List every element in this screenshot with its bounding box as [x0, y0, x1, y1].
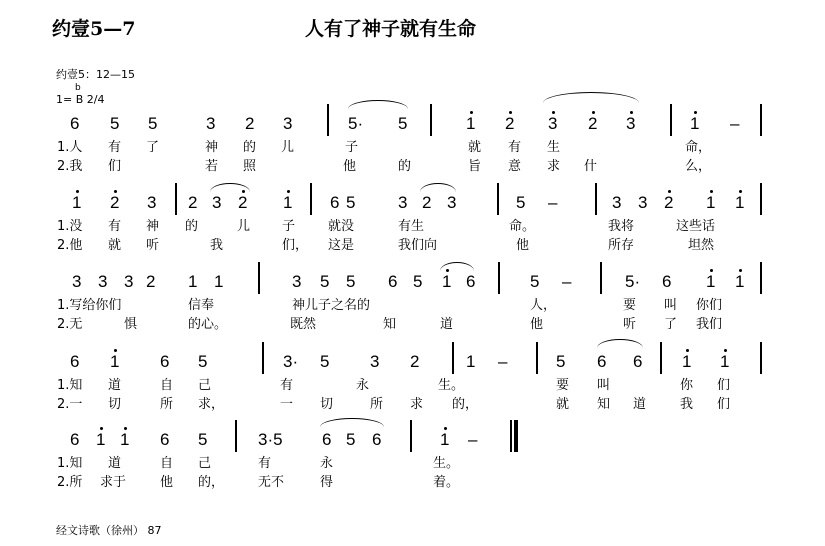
lyric-verse-1: 神 [205, 140, 219, 155]
lyric-verse-2: 听 [146, 238, 160, 253]
note: 3 [98, 272, 108, 291]
lyric-verse-1: 你们 [696, 298, 723, 313]
lyric-verse-1: 自 [160, 456, 174, 471]
bar-line [430, 104, 432, 136]
high-octave-dot [287, 190, 290, 193]
lyric-verse-2: 惧 [124, 317, 138, 332]
note: 5· [348, 114, 364, 133]
lyric-verse-2: 他 [530, 317, 544, 332]
note: 1 [682, 352, 692, 371]
note: 2 [188, 193, 198, 212]
lyric-verse-2: 所存 [608, 238, 635, 253]
lyric-verse-2: 的心。 [188, 317, 228, 332]
note: 2 [422, 193, 432, 212]
high-octave-dot [694, 111, 697, 114]
note: 5 [320, 352, 330, 371]
lyric-verse-1: 神儿子之名的 [292, 298, 371, 313]
note: 3 [612, 193, 622, 212]
note: 2 [245, 114, 255, 133]
note: 3 [206, 114, 216, 133]
lyric-verse-1: 自 [160, 378, 174, 393]
verse-reference: 约壹5：12—15 [56, 68, 135, 81]
note: 5 [530, 272, 540, 291]
bar-line [497, 183, 499, 215]
note: 1 [706, 272, 716, 291]
note: 3· [283, 352, 299, 371]
lyric-verse-2: 的， [452, 397, 479, 412]
lyric-verse-2: 了 [664, 317, 678, 332]
note: 1 [735, 193, 745, 212]
lyric-verse-1: 人， [530, 298, 557, 313]
lyric-verse-1: 的 [243, 140, 257, 155]
lyric-verse-1: 儿 [281, 140, 295, 155]
bar-line [510, 420, 512, 452]
high-octave-dot [710, 190, 713, 193]
lyric-verse-1: 有 [280, 378, 294, 393]
lyric-verse-1: 你 [680, 378, 694, 393]
note: 6 [322, 430, 332, 449]
high-octave-dot [739, 190, 742, 193]
lyric-verse-1: 们 [717, 378, 731, 393]
bar-line [760, 262, 762, 294]
high-octave-dot [630, 111, 633, 114]
lyric-verse-1: 生。 [433, 456, 460, 471]
slur [597, 339, 643, 348]
lyric-verse-1: 要 [623, 298, 637, 313]
bar-line [760, 342, 762, 374]
note: 6 [70, 430, 80, 449]
note: 3 [626, 114, 636, 133]
lyric-verse-1: 命。 [509, 219, 536, 234]
lyric-verse-2: 照 [243, 159, 257, 174]
lyric-verse-2: 我 [210, 238, 224, 253]
note: 6 [70, 114, 80, 133]
lyric-verse-1: 的 [185, 219, 199, 234]
bar-line [498, 262, 500, 294]
lyric-verse-1: 生 [547, 140, 561, 155]
note: 1 [120, 430, 130, 449]
bar-line [262, 342, 264, 374]
lyric-verse-2: 他 [343, 159, 357, 174]
lyric-verse-1: 1.人 [57, 140, 83, 155]
high-octave-dot [76, 190, 79, 193]
bar-line [670, 104, 672, 136]
lyric-verse-2: 求于 [100, 475, 127, 490]
high-octave-dot [470, 111, 473, 114]
note: 6 [597, 352, 607, 371]
note: 6 [662, 272, 672, 291]
note: 3 [72, 272, 82, 291]
lyric-verse-1: 己 [198, 456, 212, 471]
note: 6 [466, 272, 476, 291]
note: 3 [447, 193, 457, 212]
lyric-verse-2: 着。 [433, 475, 460, 490]
note: 1 [440, 430, 450, 449]
note: 3 [212, 193, 222, 212]
note: 5 [516, 193, 526, 212]
note: 1 [735, 272, 745, 291]
lyric-verse-1: 有 [258, 456, 272, 471]
high-octave-dot [724, 349, 727, 352]
lyric-verse-2: 们 [717, 397, 731, 412]
lyric-verse-2: 他 [516, 238, 530, 253]
lyric-verse-1: 道 [108, 456, 122, 471]
note: 3 [292, 272, 302, 291]
note: 2 [146, 272, 156, 291]
note: 1 [283, 193, 293, 212]
lyric-verse-1: 道 [108, 378, 122, 393]
note: 2 [410, 352, 420, 371]
bar-line [235, 420, 237, 452]
lyric-verse-1: 有生 [398, 219, 425, 234]
lyric-verse-2: 们 [108, 159, 122, 174]
bar-line [760, 104, 762, 136]
high-octave-dot [509, 111, 512, 114]
bar-line [310, 183, 312, 215]
note: 1 [720, 352, 730, 371]
note: 2 [505, 114, 515, 133]
high-octave-dot [124, 427, 127, 430]
lyric-verse-1: 神 [146, 219, 160, 234]
key-signature: 1= B 2/4 [56, 93, 105, 106]
note: 6 [388, 272, 398, 291]
slur [320, 418, 384, 427]
lyric-verse-2: 2.我 [57, 159, 83, 174]
note: – [468, 430, 478, 449]
bar-line [175, 183, 177, 215]
lyric-verse-2: 我们 [696, 317, 723, 332]
lyric-verse-2: 求 [547, 159, 561, 174]
lyric-verse-2: 所 [370, 397, 384, 412]
chapter-reference: 约壹5—7 [52, 18, 136, 40]
lyric-verse-2: 坦然 [688, 238, 715, 253]
lyric-verse-2: 道 [440, 317, 454, 332]
note: 6 [372, 430, 382, 449]
bar-line [410, 420, 412, 452]
lyric-verse-2: 切 [108, 397, 122, 412]
final-bar-line [514, 420, 518, 452]
source-footer: 经文诗歌（徐州） 87 [56, 524, 162, 537]
bar-line [760, 183, 762, 215]
lyric-verse-2: 我 [680, 397, 694, 412]
lyric-verse-2: 得 [320, 475, 334, 490]
lyric-verse-1: 儿 [237, 219, 251, 234]
lyric-verse-2: 我们向 [398, 238, 438, 253]
bar-line [327, 104, 329, 136]
bar-line [258, 262, 260, 294]
note: – [548, 193, 558, 212]
lyric-verse-1: 子 [282, 219, 296, 234]
note: 5 [556, 352, 566, 371]
lyric-verse-2: 所 [160, 397, 174, 412]
note: 5 [198, 352, 208, 371]
high-octave-dot [739, 269, 742, 272]
lyric-verse-1: 生。 [438, 378, 465, 393]
note: 6 [160, 352, 170, 371]
note: 2 [238, 193, 248, 212]
note: 1 [706, 193, 716, 212]
lyric-verse-2: 就 [556, 397, 570, 412]
note: 2 [110, 193, 120, 212]
note: 3 [548, 114, 558, 133]
lyric-verse-2: 就 [108, 238, 122, 253]
high-octave-dot [444, 427, 447, 430]
lyric-verse-2: 求， [198, 397, 225, 412]
note: – [498, 352, 508, 371]
high-octave-dot [114, 349, 117, 352]
slur [440, 262, 474, 271]
song-title: 人有了神子就有生命 [305, 18, 477, 40]
lyric-verse-2: 旨 [468, 159, 482, 174]
high-octave-dot [592, 111, 595, 114]
bar-line [660, 342, 662, 374]
high-octave-dot [552, 111, 555, 114]
high-octave-dot [114, 190, 117, 193]
lyric-verse-2: 这是 [328, 238, 355, 253]
lyric-verse-2: 意 [508, 159, 522, 174]
note: 5 [346, 272, 356, 291]
lyric-verse-2: 他 [160, 475, 174, 490]
lyric-verse-2: 什 [584, 159, 598, 174]
note: 3 [283, 114, 293, 133]
lyric-verse-1: 这些话 [676, 219, 716, 234]
lyric-verse-1: 有 [108, 219, 122, 234]
note: 1 [690, 114, 700, 133]
bar-line [600, 262, 602, 294]
lyric-verse-1: 1.写给你们 [57, 298, 122, 313]
lyric-verse-1: 子 [345, 140, 359, 155]
note: 5 [320, 272, 330, 291]
lyric-verse-2: 们， [282, 238, 309, 253]
note: 3·5 [258, 430, 283, 449]
lyric-verse-2: 的， [198, 475, 225, 490]
lyric-verse-2: 知 [597, 397, 611, 412]
note: 5 [198, 430, 208, 449]
lyric-verse-2: 2.无 [57, 317, 83, 332]
lyric-verse-1: 我将 [608, 219, 635, 234]
lyric-verse-1: 1.没 [57, 219, 83, 234]
lyric-verse-2: 若 [205, 159, 219, 174]
note: 1 [466, 352, 476, 371]
note: 3 [638, 193, 648, 212]
lyric-verse-2: 既然 [290, 317, 317, 332]
note: 5· [625, 272, 641, 291]
note: 1 [72, 193, 82, 212]
note: 6 [160, 430, 170, 449]
lyric-verse-1: 1.知 [57, 456, 83, 471]
high-octave-dot [686, 349, 689, 352]
bar-line [536, 342, 538, 374]
note: 2 [664, 193, 674, 212]
note: 1 [188, 272, 198, 291]
note: – [562, 272, 572, 291]
lyric-verse-2: 切 [320, 397, 334, 412]
note: 3 [398, 193, 408, 212]
high-octave-dot [100, 427, 103, 430]
note: – [730, 114, 740, 133]
lyric-verse-2: 2.他 [57, 238, 83, 253]
note: 5 [398, 114, 408, 133]
high-octave-dot [668, 190, 671, 193]
lyric-verse-2: 无不 [258, 475, 285, 490]
note: 1 [96, 430, 106, 449]
note: 3 [124, 272, 134, 291]
lyric-verse-1: 了 [146, 140, 160, 155]
note: 5 [413, 272, 423, 291]
lyric-verse-2: 2.所 [57, 475, 83, 490]
flat-sign: b [75, 83, 81, 93]
note: 1 [466, 114, 476, 133]
note: 3 [370, 352, 380, 371]
lyric-verse-2: 么， [685, 159, 712, 174]
lyric-verse-2: 的 [398, 159, 412, 174]
slur [543, 92, 639, 103]
lyric-verse-1: 己 [198, 378, 212, 393]
note: 1 [214, 272, 224, 291]
note: 6 [330, 193, 340, 212]
lyric-verse-1: 永 [320, 456, 334, 471]
high-octave-dot [710, 269, 713, 272]
note: 1 [110, 352, 120, 371]
lyric-verse-1: 就没 [328, 219, 355, 234]
lyric-verse-1: 就 [468, 140, 482, 155]
lyric-verse-2: 道 [633, 397, 647, 412]
slur [420, 183, 456, 192]
slur [348, 100, 408, 109]
note: 2 [588, 114, 598, 133]
bar-line [452, 342, 454, 374]
note: 5 [110, 114, 120, 133]
slur [210, 183, 250, 192]
note: 3 [147, 193, 157, 212]
note: 6 [633, 352, 643, 371]
lyric-verse-1: 永 [356, 378, 370, 393]
lyric-verse-1: 有 [108, 140, 122, 155]
lyric-verse-2: 听 [623, 317, 637, 332]
lyric-verse-1: 要 [556, 378, 570, 393]
lyric-verse-1: 叫 [664, 298, 678, 313]
lyric-verse-1: 有 [508, 140, 522, 155]
lyric-verse-1: 叫 [597, 378, 611, 393]
note: 5 [346, 430, 356, 449]
lyric-verse-1: 1.知 [57, 378, 83, 393]
note: 6 [70, 352, 80, 371]
lyric-verse-2: 一 [280, 397, 294, 412]
bar-line [595, 183, 597, 215]
note: 1 [442, 272, 452, 291]
lyric-verse-2: 求 [410, 397, 424, 412]
note: 5 [148, 114, 158, 133]
note: 5 [346, 193, 356, 212]
lyric-verse-1: 信奉 [188, 298, 215, 313]
lyric-verse-2: 知 [383, 317, 397, 332]
lyric-verse-1: 命， [685, 140, 712, 155]
lyric-verse-2: 2.一 [57, 397, 83, 412]
